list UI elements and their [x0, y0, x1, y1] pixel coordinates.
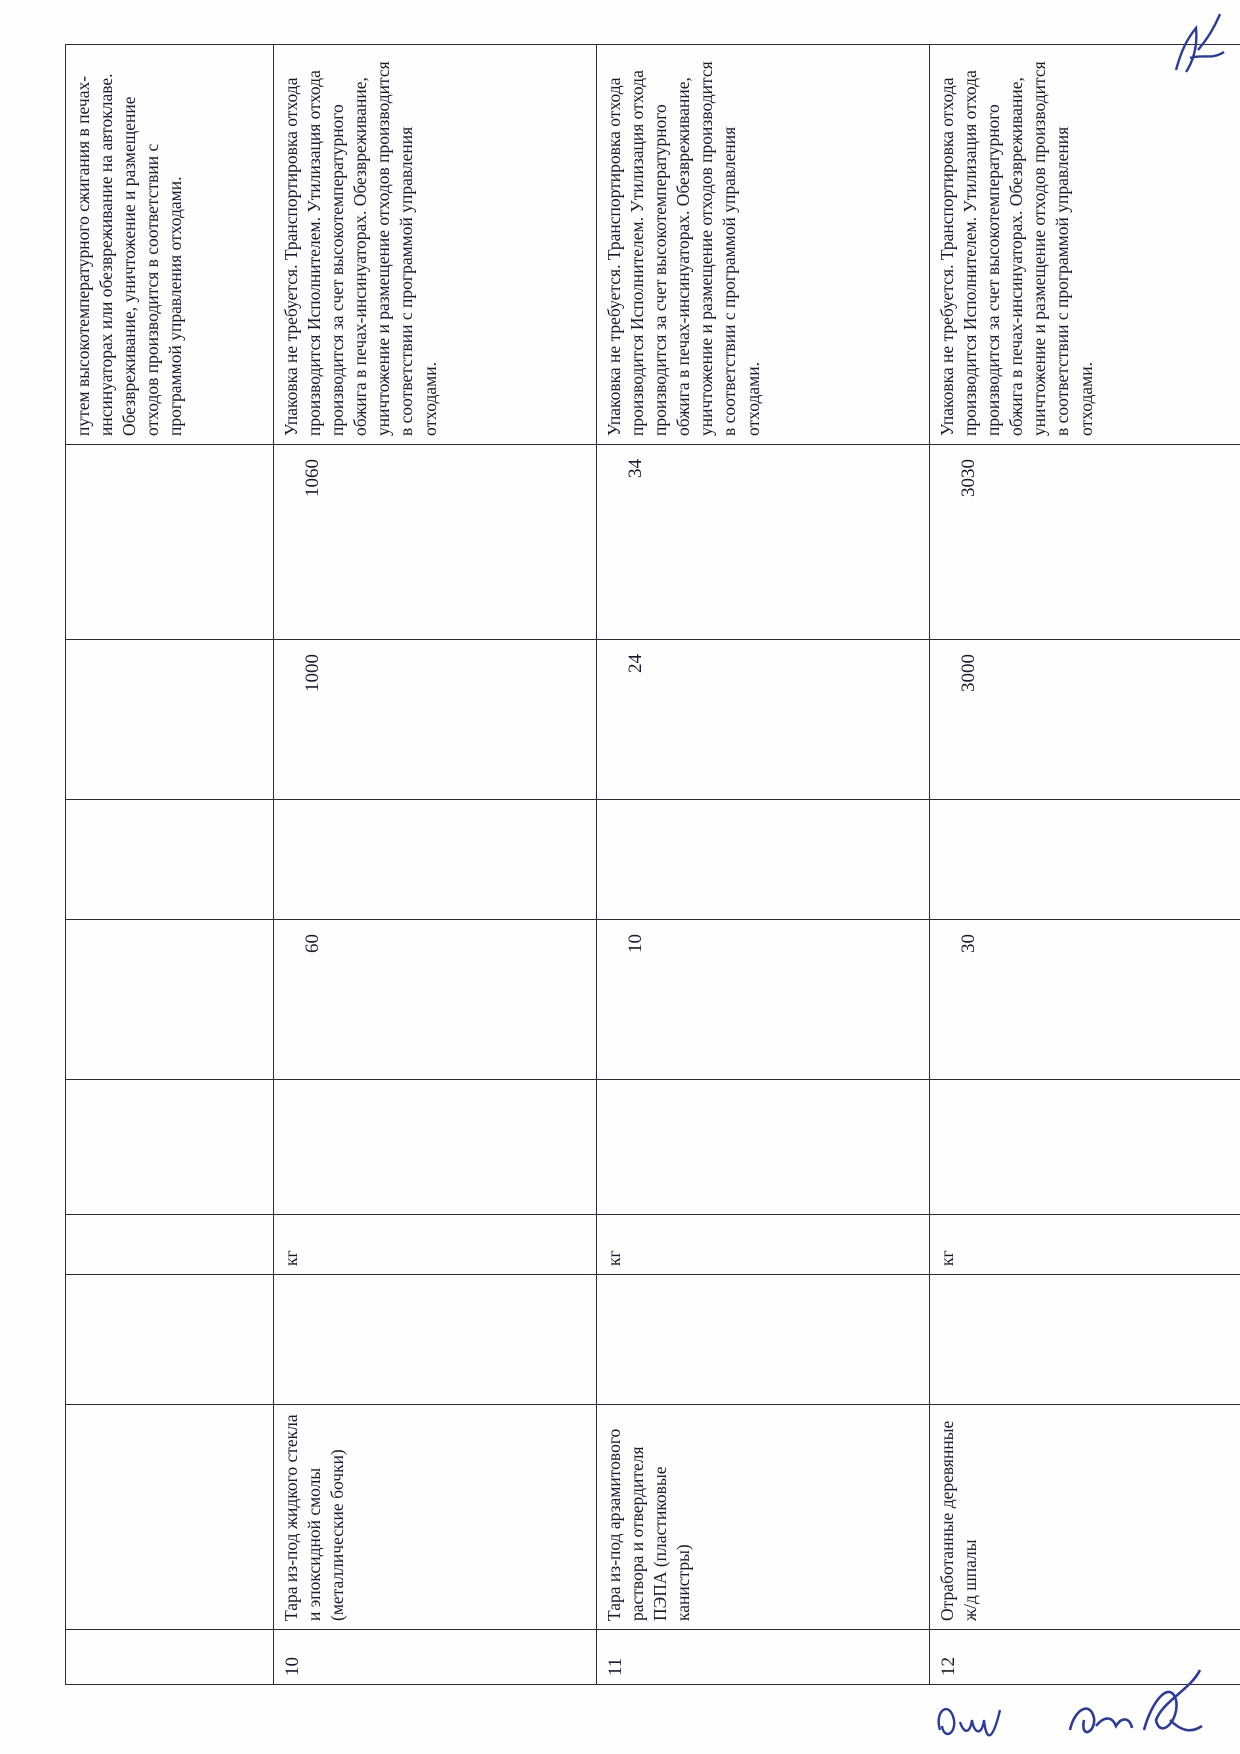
cell-name: Тара из-под арзамитового раствора и отвердителя ПЭПА (пластиковые канистры)	[597, 1405, 930, 1630]
cell-unit: кг	[597, 1215, 930, 1275]
cell-v3: 3030	[930, 445, 1240, 640]
cell-unit: кг	[930, 1215, 1240, 1275]
table-row	[597, 45, 930, 1685]
cell-empty	[597, 1080, 930, 1215]
cell-v1: 10	[597, 920, 930, 1080]
cell-unit	[66, 1215, 274, 1275]
cell-empty	[274, 1080, 597, 1215]
cell-empty	[930, 800, 1240, 920]
cell-v2: 1000	[274, 640, 597, 800]
cell-v1	[66, 920, 274, 1080]
cell-empty	[274, 800, 597, 920]
cell-index: 12	[930, 1630, 1240, 1685]
cell-method: Упаковка не требуется. Транспортировка отхода производится Исполнителем. Утилизация отхода производится за счет высокотемпературного обжига в печах-инсинуаторах. Обезвреживание, уничтожение и размещение отходов производится в соответствии с программой управления отходами.	[597, 45, 930, 445]
cell-empty	[930, 1080, 1240, 1215]
cell-v3	[66, 445, 274, 640]
signature-bottom-right	[1060, 1660, 1210, 1750]
cell-v3: 1060	[274, 445, 597, 640]
cell-name: Тара из-под жидкого стекла и эпоксидной смолы (металлические бочки)	[274, 1405, 597, 1630]
cell-index: 11	[597, 1630, 930, 1685]
cell-index	[66, 1630, 274, 1685]
cell-v1: 60	[274, 920, 597, 1080]
cell-method: Упаковка не требуется. Транспортировка отхода производится Исполнителем. Утилизация отхода производится за счет высокотемпературного обжига в печах-инсинуаторах. Обезвреживание, уничтожение и размещение отходов производится в соответствии с программой управления отходами.	[274, 45, 597, 445]
table-row	[274, 45, 597, 1685]
cell-code	[597, 1275, 930, 1405]
table-row	[930, 45, 1240, 1685]
cell-name	[66, 1405, 274, 1630]
cell-v2: 3000	[930, 640, 1240, 800]
cell-name: Отработанные деревянные ж/д шпалы	[930, 1405, 1240, 1630]
waste-table	[65, 44, 1240, 1685]
cell-empty	[66, 1080, 274, 1215]
cell-method: путем высокотемпературного сжигания в печах-инсинуаторах или обезвреживание на автоклаве. Обезвреживание, уничтожение и размещение отходов производится в соответствии с программой управления отходами.	[66, 45, 274, 445]
cell-code	[930, 1275, 1240, 1405]
cell-empty	[597, 800, 930, 920]
cell-code	[66, 1275, 274, 1405]
signature-top-right	[1168, 8, 1230, 78]
cell-unit: кг	[274, 1215, 597, 1275]
cell-method: Упаковка не требуется. Транспортировка отхода производится Исполнителем. Утилизация отхода производится за счет высокотемпературного обжига в печах-инсинуаторах. Обезвреживание, уничтожение и размещение отходов производится в соответствии с программой управления отходами.	[930, 45, 1240, 445]
cell-v1: 30	[930, 920, 1240, 1080]
cell-index: 10	[274, 1630, 597, 1685]
signature-bottom-left	[930, 1690, 1010, 1746]
table-row	[66, 45, 274, 1685]
cell-code	[274, 1275, 597, 1405]
cell-v3: 34	[597, 445, 930, 640]
cell-v2	[66, 640, 274, 800]
cell-empty	[66, 800, 274, 920]
cell-v2: 24	[597, 640, 930, 800]
rotated-table-wrapper	[65, 45, 1195, 1685]
